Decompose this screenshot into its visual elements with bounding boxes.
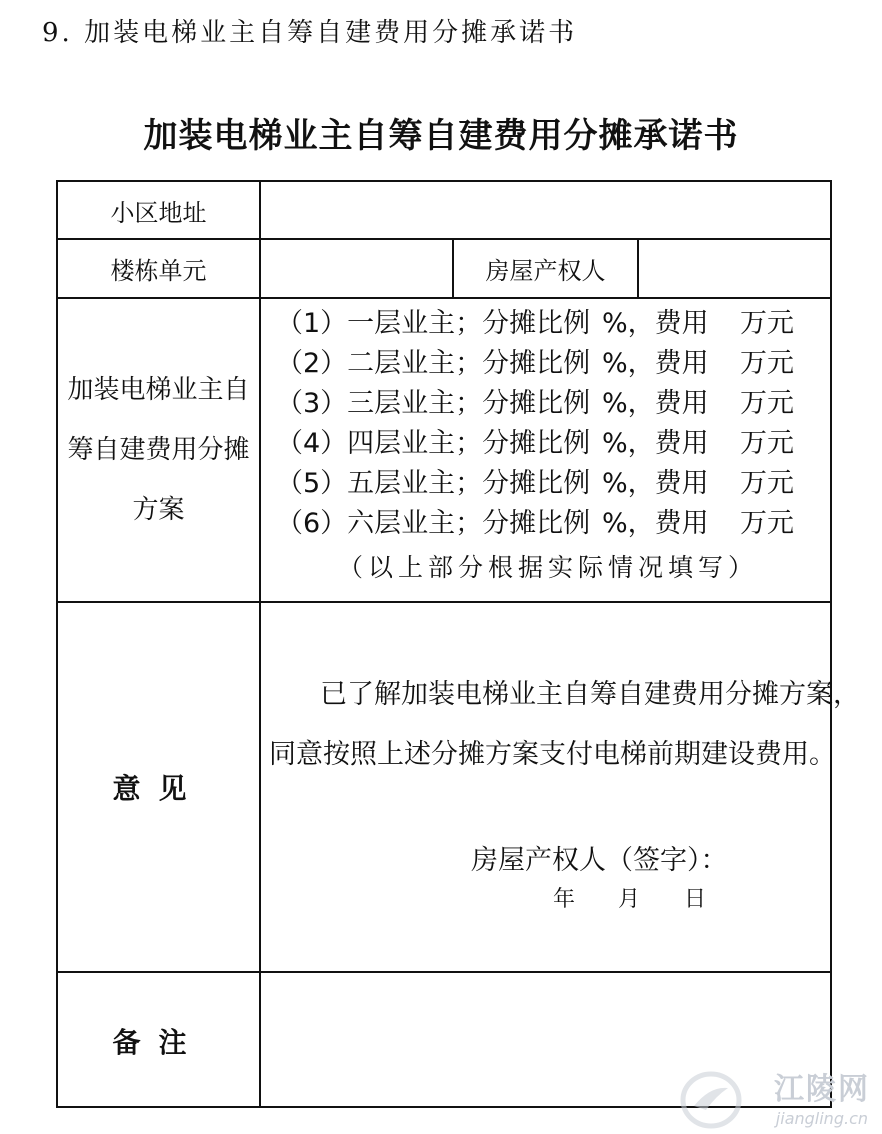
- opinion-text-line2: 同意按照上述分摊方案支付电梯前期建设费用。: [269, 739, 836, 770]
- plan-item-prefix: （3）三层业主；分摊比例: [276, 388, 591, 419]
- opinion-text-line1: 已了解加装电梯业主自筹自建费用分摊方案，: [320, 679, 860, 710]
- cost-plan-label-line: 加装电梯业主自: [67, 375, 250, 405]
- bird-logo-icon: [676, 1066, 746, 1130]
- plan-item-percent: %，费用: [602, 348, 709, 379]
- remark-label: 备注: [112, 1025, 205, 1059]
- building-unit-field[interactable]: [261, 240, 452, 297]
- plan-item-percent: %，费用: [602, 468, 709, 499]
- date-day: 日: [684, 887, 707, 912]
- watermark-domain: jiangling.cn: [775, 1109, 868, 1128]
- plan-item-percent: %，费用: [602, 388, 709, 419]
- plan-item-percent: %，费用: [602, 508, 709, 539]
- date-year: 年: [553, 887, 576, 912]
- owner-label: 房屋产权人: [485, 257, 606, 285]
- date-month: 月: [618, 887, 641, 912]
- plan-note: （以上部分根据实际情况填写）: [338, 553, 759, 582]
- signature-field[interactable]: [538, 822, 828, 872]
- plan-item-prefix: （2）二层业主；分摊比例: [276, 348, 591, 379]
- plan-item-unit: 万元: [740, 348, 794, 379]
- plan-item-percent: %，费用: [602, 308, 709, 339]
- cost-plan-label-line: 筹自建费用分摊: [67, 435, 250, 465]
- column-divider: [259, 182, 261, 1108]
- document-title: 加装电梯业主自筹自建费用分摊承诺书: [143, 116, 739, 156]
- building-unit-label: 楼栋单元: [110, 257, 207, 285]
- watermark-name: 江陵网: [774, 1072, 870, 1107]
- signature-label: 房屋产权人（签字）：: [471, 845, 728, 876]
- plan-item-unit: 万元: [740, 468, 794, 499]
- plan-item-percent: %，费用: [602, 428, 709, 459]
- section-heading: 9. 加装电梯业主自筹自建费用分摊承诺书: [42, 18, 578, 48]
- plan-item-prefix: （1）一层业主；分摊比例: [276, 308, 591, 339]
- address-field[interactable]: [261, 182, 830, 238]
- opinion-label: 意见: [112, 772, 205, 805]
- plan-item-prefix: （5）五层业主；分摊比例: [276, 468, 591, 499]
- cost-plan-label-line: 方案: [132, 495, 185, 525]
- cost-plan-label: [58, 299, 259, 601]
- plan-item-unit: 万元: [740, 428, 794, 459]
- plan-item-unit: 万元: [740, 308, 794, 339]
- owner-field[interactable]: [639, 240, 830, 297]
- address-label: 小区地址: [110, 198, 207, 227]
- plan-item-prefix: （6）六层业主；分摊比例: [276, 508, 591, 539]
- commitment-form-table: [56, 180, 860, 1108]
- plan-item-unit: 万元: [740, 388, 794, 419]
- plan-item-unit: 万元: [740, 508, 794, 539]
- plan-item-prefix: （4）四层业主；分摊比例: [276, 428, 591, 459]
